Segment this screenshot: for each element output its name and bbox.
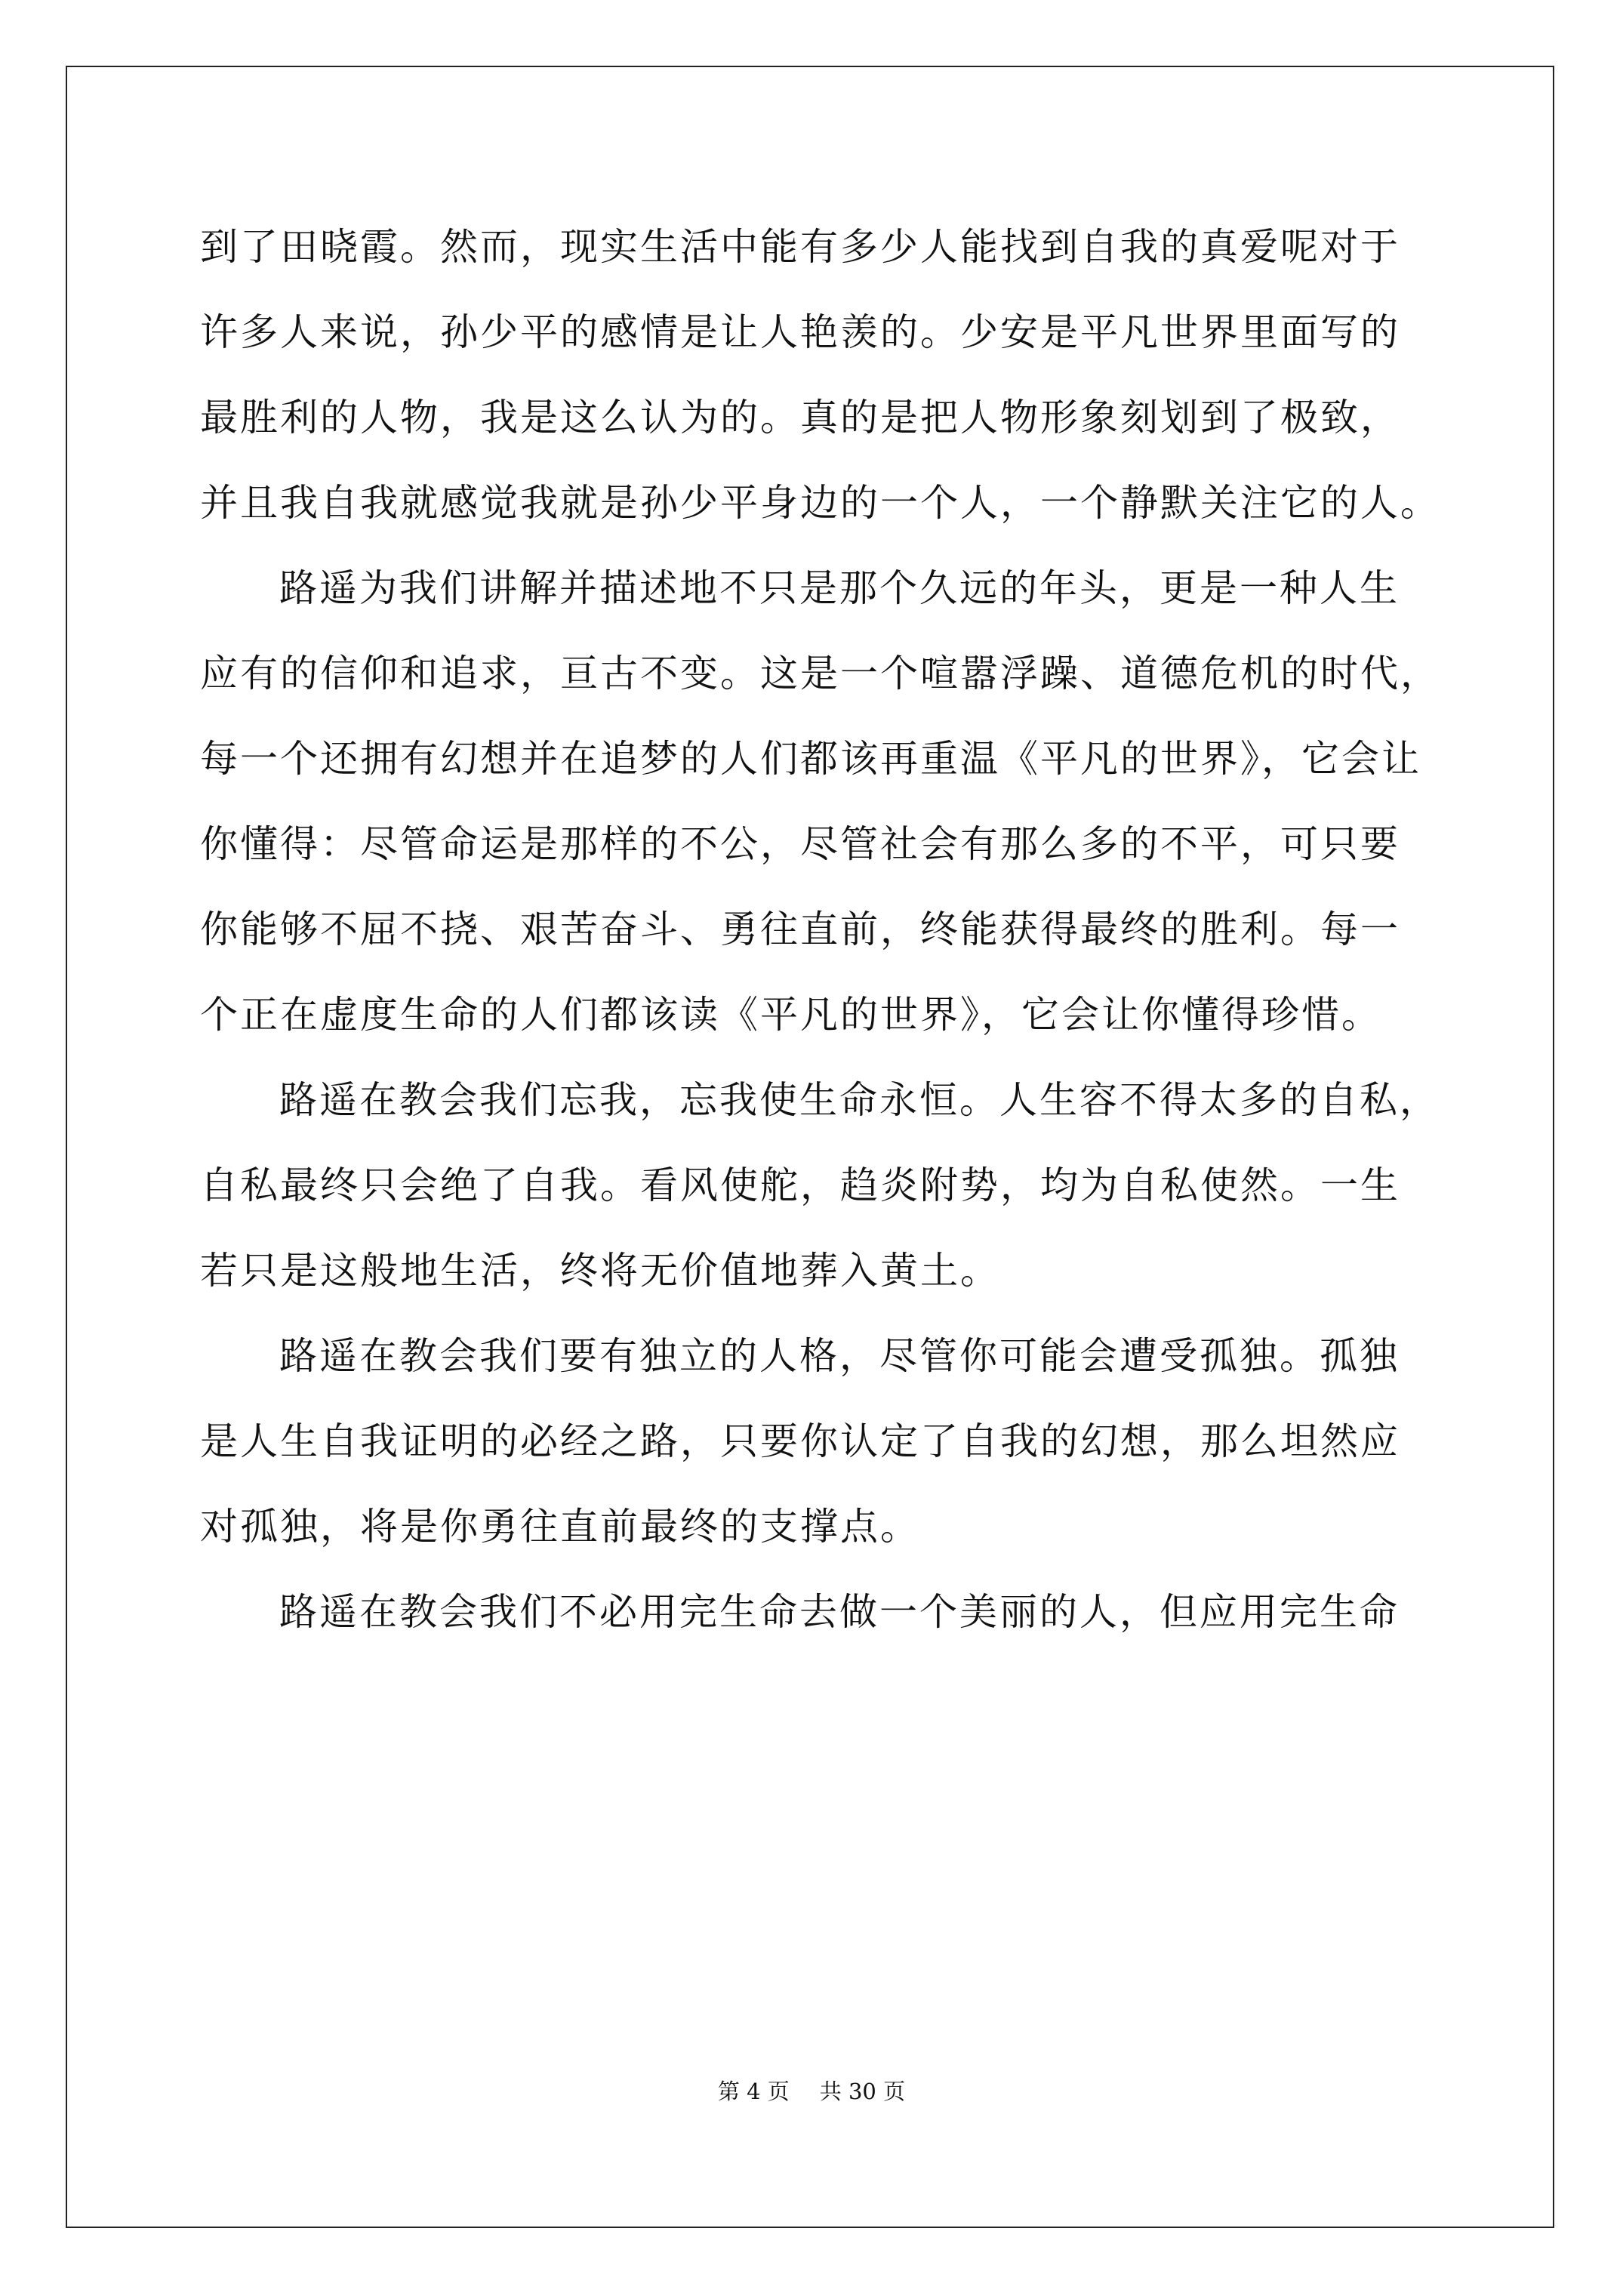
text-line: 是人生自我证明的必经之路，只要你认定了自我的幻想，那么坦然应: [200, 1419, 1400, 1463]
page-border: [66, 66, 1554, 2228]
page-number: 第 4 页: [717, 2079, 790, 2104]
paragraph-first-line: 路遥在教会我们要有独立的人格，尽管你可能会遭受孤独。孤独: [279, 1334, 1400, 1378]
page-footer: [0, 2078, 1623, 2105]
paragraph-first-line: 路遥在教会我们不必用完生命去做一个美丽的人，但应用完生命: [279, 1590, 1400, 1634]
text-line: 你能够不屈不挠、艰苦奋斗、勇往直前，终能获得最终的胜利。每一: [200, 908, 1400, 951]
page-total: 共 30 页: [819, 2079, 906, 2104]
paragraph-first-line: 路遥为我们讲解并描述地不只是那个久远的年头，更是一种人生: [279, 566, 1400, 610]
text-line: 个正在虚度生命的人们都该读《平凡的世界》，它会让你懂得珍惜。: [200, 993, 1381, 1037]
text-line: 最胜利的人物，我是这么认为的。真的是把人物形象刻划到了极致，: [200, 396, 1400, 439]
text-line: 每一个还拥有幻想并在追梦的人们都该再重温《平凡的世界》，它会让: [200, 737, 1421, 781]
text-line: 到了田晓霞。然而，现实生活中能有多少人能找到自我的真爱呢对于: [200, 225, 1400, 269]
text-line: 对孤独，将是你勇往直前最终的支撑点。: [200, 1505, 920, 1549]
text-line: 许多人来说，孙少平的感情是让人艳羡的。少安是平凡世界里面写的: [200, 310, 1400, 354]
paragraph-first-line: 路遥在教会我们忘我，忘我使生命永恒。人生容不得太多的自私，: [279, 1078, 1440, 1122]
text-line: 自私最终只会绝了自我。看风使舵，趋炎附势，均为自私使然。一生: [200, 1163, 1400, 1207]
text-line: 应有的信仰和追求，亘古不变。这是一个喧嚣浮躁、道德危机的时代，: [200, 652, 1440, 695]
text-line: 你懂得：尽管命运是那样的不公，尽管社会有那么多的不平，可只要: [200, 822, 1400, 866]
text-line: 若只是这般地生活，终将无价值地葬入黄土。: [200, 1249, 1000, 1293]
text-line: 并且我自我就感觉我就是孙少平身边的一个人，一个静默关注它的人。: [200, 481, 1440, 525]
